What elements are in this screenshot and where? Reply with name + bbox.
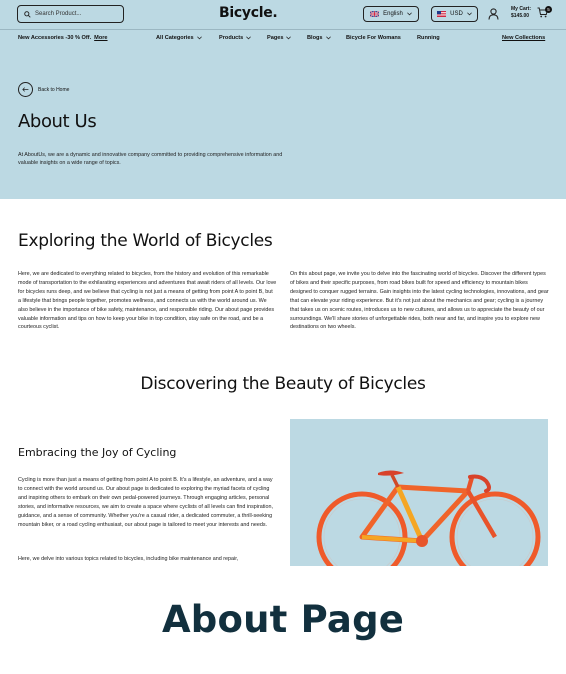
back-button[interactable] [18, 82, 33, 97]
nav-item-label: Pages [267, 35, 284, 41]
cart-label: My Cart: [511, 6, 532, 12]
nav-item-products[interactable] [219, 35, 251, 41]
promo-more-link[interactable]: More [94, 35, 108, 41]
nav-item-label: Bicycle For Womans [346, 35, 401, 41]
language-label: English [383, 11, 403, 17]
nav-item-bicycle-for-womans[interactable] [346, 35, 401, 41]
nav-item-label: Running [417, 35, 440, 41]
promo-text: New Accessories -30 % Off. [18, 35, 92, 41]
site-logo[interactable]: Bicycle. [219, 5, 278, 21]
header-divider [0, 29, 566, 30]
nav-item-label: Products [219, 35, 244, 41]
chevron-down-icon [326, 36, 331, 40]
currency-label: USD [450, 11, 463, 17]
section-title-discovering: Discovering the Beauty of Bicycles [140, 374, 426, 394]
nav-item-label: All Categories [156, 35, 194, 41]
chevron-down-icon [467, 12, 472, 16]
cart-total: $145.00 [511, 13, 530, 19]
search-icon [24, 11, 31, 18]
arrow-left-icon [22, 87, 29, 92]
page-title: About Us [18, 111, 97, 132]
search-input[interactable] [17, 5, 124, 23]
nav-item-running[interactable] [417, 35, 440, 41]
new-collections-link[interactable]: New Collections [502, 35, 546, 41]
chevron-down-icon [286, 36, 291, 40]
uk-flag-icon [370, 11, 379, 17]
chevron-down-icon [407, 12, 412, 16]
bicycle-photo [290, 419, 548, 566]
bicycle-illustration [290, 419, 548, 566]
section-title-exploring: Exploring the World of Bicycles [18, 231, 273, 251]
user-icon[interactable] [488, 8, 499, 20]
chevron-down-icon [246, 36, 251, 40]
promo-banner [18, 35, 108, 41]
nav-item-blogs[interactable] [307, 35, 331, 41]
back-to-home-link[interactable]: Back to Home [38, 87, 70, 93]
chevron-down-icon [197, 36, 202, 40]
exploring-right-paragraph: On this about page, we invite you to delve into the fascinating world of bicycles. Discover the different types of bikes and their specific purposes, from road bikes built for speed and efficiency to mountain bikes designed to conquer rugged terrains. Gain insights into the latest cycling technologies, innovations, and gear that can elevate your riding experience. But it's not just about the mechanics and gear; cycling is a journey that takes us on scenic routes, introduces us to new cultures, and allows us to appreciate the beauty of our surroundings. We'll share stories of unforgettable rides, both near and far, and inspire you to explore new destinations on two wheels. [290, 271, 549, 331]
hero-intro: At AboutUs, we are a dynamic and innovative company committed to providing comprehensive information and valuable insights on a wide range of topics. [18, 152, 283, 166]
cart-summary[interactable] [511, 6, 531, 20]
page-caption: About Page [161, 598, 405, 641]
currency-selector[interactable] [431, 6, 478, 22]
nav-item-label: Blogs [307, 35, 323, 41]
nav-item-pages[interactable] [267, 35, 291, 41]
subsection-title: Embracing the Joy of Cycling [18, 446, 177, 459]
joy-paragraph-2: Here, we delve into various topics related to bicycles, including bike maintenance and repair, [18, 556, 239, 562]
joy-paragraph: Cycling is more than just a means of getting from point A to point B. It's a lifestyle, an adventure, and a way to connect with the world around us. Our about page is dedicated to exploring the myriad facets of cycling and inspiring others to embark on their own pedal-powered journeys. Through engaging articles, personal stories, and informative resources, we aim to create a space where cyclists of all levels can find inspiration, guidance, and a sense of community. Whether you're a casual rider, a dedicated commuter, a thrill-seeking mountain biker, or a road cycling enthusiast, our about page is tailored to meet your interests and needs. [18, 477, 273, 528]
nav-item-all-categories[interactable] [156, 35, 202, 41]
search-placeholder: Search Product... [35, 11, 82, 17]
us-flag-icon [437, 11, 446, 17]
exploring-left-paragraph: Here, we are dedicated to everything related to bicycles, from the history and evolution of this remarkable mode of transportation to the exhilarating experiences and adventures that await riders of all levels. Our love for bicycles runs deep, and we believe that cycling is not just a means of getting from point A to point B, but a lifestyle that brings people together, promotes wellness, and connects us with the world around us. We also believe in the importance of bike safety, maintenance, and responsible riding. Our about page provides valuable information and tips on how to keep your bike in top condition, stay safe on the road, and be a courteous cyclist. [18, 271, 277, 331]
cart-count-badge: 5 [545, 6, 552, 13]
language-selector[interactable] [363, 6, 419, 22]
